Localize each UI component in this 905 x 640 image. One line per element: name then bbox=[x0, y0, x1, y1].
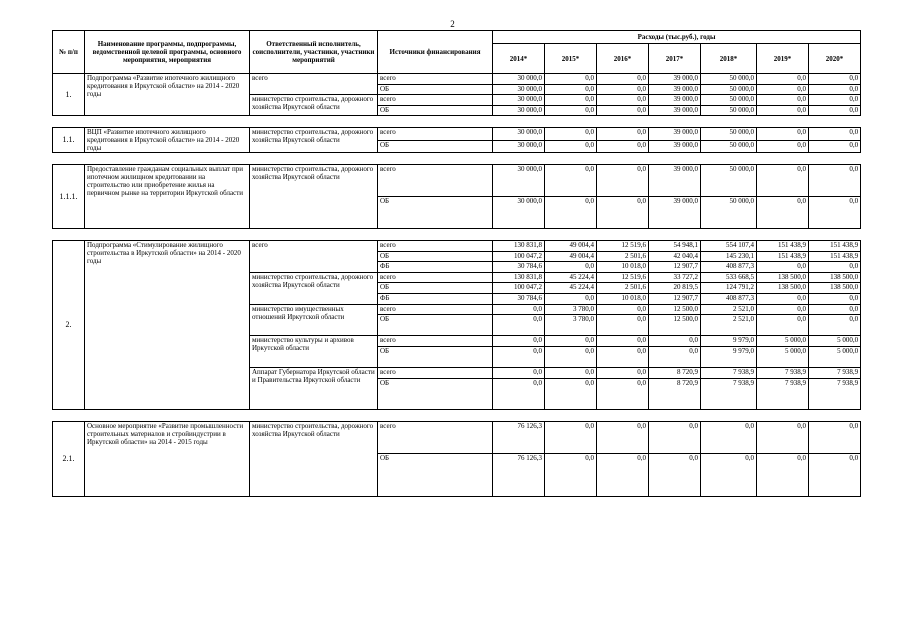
value-cell: 0,0 bbox=[757, 293, 809, 304]
program-name: Предоставление гражданам социальных выплат при ипотечном жилищном кредитовании на строительство или приобретение жилья на первичном рынке на территории Иркутской области bbox=[85, 165, 250, 229]
value-cell: 0,0 bbox=[597, 95, 649, 106]
value-cell: 408 877,3 bbox=[701, 293, 757, 304]
value-cell: 0,0 bbox=[545, 95, 597, 106]
value-cell: 0,0 bbox=[493, 336, 545, 347]
value-cell: 0,0 bbox=[545, 422, 597, 454]
value-cell: 0,0 bbox=[649, 422, 701, 454]
value-cell: 0,0 bbox=[809, 262, 861, 273]
source-cell: ФБ bbox=[378, 262, 493, 273]
source-cell: ОБ bbox=[378, 378, 493, 410]
value-cell: 12 500,0 bbox=[649, 315, 701, 336]
value-cell: 0,0 bbox=[649, 454, 701, 496]
value-cell: 45 224,4 bbox=[545, 272, 597, 283]
value-cell: 7 938,9 bbox=[701, 368, 757, 379]
value-cell: 138 500,0 bbox=[757, 283, 809, 294]
value-cell: 7 938,9 bbox=[757, 378, 809, 410]
value-cell: 0,0 bbox=[545, 74, 597, 85]
value-cell: 554 107,4 bbox=[701, 240, 757, 251]
source-cell: всего bbox=[378, 272, 493, 283]
value-cell: 0,0 bbox=[809, 95, 861, 106]
value-cell: 0,0 bbox=[545, 293, 597, 304]
row-number: 1.1. bbox=[53, 128, 85, 153]
value-cell: 0,0 bbox=[809, 454, 861, 496]
source-cell: ОБ bbox=[378, 346, 493, 367]
value-cell: 2 521,0 bbox=[701, 315, 757, 336]
source-cell: ОБ bbox=[378, 197, 493, 229]
value-cell: 0,0 bbox=[649, 346, 701, 367]
source-cell: всего bbox=[378, 304, 493, 315]
value-cell: 2 501,6 bbox=[597, 251, 649, 262]
value-cell: 30 000,0 bbox=[493, 197, 545, 229]
table-row bbox=[53, 128, 861, 141]
row-number: 1. bbox=[53, 74, 85, 116]
value-cell: 145 230,1 bbox=[701, 251, 757, 262]
value-cell: 0,0 bbox=[545, 84, 597, 95]
program-name: Основное мероприятие «Развитие промышленности строительных материалов и стройиндустрии в Иркутской области» на 2014 - 2015 годы bbox=[85, 422, 250, 496]
value-cell: 0,0 bbox=[809, 293, 861, 304]
value-cell: 0,0 bbox=[493, 368, 545, 379]
program-name: Подпрограмма «Развитие ипотечного жилищного кредитования в Иркутской области» на 2014 - 2020 годы bbox=[85, 74, 250, 116]
value-cell: 30 000,0 bbox=[493, 128, 545, 141]
value-cell: 0,0 bbox=[757, 454, 809, 496]
program-name: ВЦП «Развитие ипотечного жилищного кредитования в Иркутской области» на 2014 - 2020 годы bbox=[85, 128, 250, 153]
value-cell: 0,0 bbox=[809, 84, 861, 95]
header-year: 2015* bbox=[545, 44, 597, 74]
executor-cell: Аппарат Губернатора Иркутской области и Правительства Иркутской области bbox=[250, 368, 378, 410]
value-cell: 8 720,9 bbox=[649, 378, 701, 410]
value-cell: 0,0 bbox=[757, 422, 809, 454]
value-cell: 0,0 bbox=[493, 315, 545, 336]
source-cell: всего bbox=[378, 128, 493, 141]
source-cell: ОБ bbox=[378, 105, 493, 116]
header-year: 2016* bbox=[597, 44, 649, 74]
source-cell: всего bbox=[378, 368, 493, 379]
value-cell: 50 000,0 bbox=[701, 197, 757, 229]
value-cell: 0,0 bbox=[809, 197, 861, 229]
value-cell: 0,0 bbox=[597, 128, 649, 141]
source-cell: всего bbox=[378, 165, 493, 197]
value-cell: 0,0 bbox=[757, 304, 809, 315]
value-cell: 151 438,9 bbox=[809, 240, 861, 251]
header-expenses: Расходы (тыс.руб.), годы bbox=[493, 31, 861, 44]
value-cell: 30 784,6 bbox=[493, 293, 545, 304]
value-cell: 0,0 bbox=[493, 304, 545, 315]
value-cell: 0,0 bbox=[757, 315, 809, 336]
value-cell: 50 000,0 bbox=[701, 74, 757, 85]
value-cell: 0,0 bbox=[597, 422, 649, 454]
source-cell: ФБ bbox=[378, 293, 493, 304]
value-cell: 0,0 bbox=[545, 378, 597, 410]
header-year: 2017* bbox=[649, 44, 701, 74]
value-cell: 30 784,6 bbox=[493, 262, 545, 273]
value-cell: 0,0 bbox=[597, 304, 649, 315]
header-name: Наименование программы, подпрограммы, ведомственной целевой программы, основного мероприятия, мероприятия bbox=[85, 31, 250, 74]
value-cell: 100 047,2 bbox=[493, 251, 545, 262]
row-number: 2. bbox=[53, 240, 85, 410]
value-cell: 45 224,4 bbox=[545, 283, 597, 294]
value-cell: 151 438,9 bbox=[757, 240, 809, 251]
value-cell: 30 000,0 bbox=[493, 105, 545, 116]
value-cell: 0,0 bbox=[809, 165, 861, 197]
value-cell: 0,0 bbox=[757, 84, 809, 95]
source-cell: ОБ bbox=[378, 140, 493, 153]
value-cell: 138 500,0 bbox=[809, 272, 861, 283]
value-cell: 30 000,0 bbox=[493, 74, 545, 85]
source-cell: ОБ bbox=[378, 283, 493, 294]
value-cell: 54 948,1 bbox=[649, 240, 701, 251]
value-cell: 0,0 bbox=[545, 165, 597, 197]
executor-cell: министерство строительства, дорожного хозяйства Иркутской области bbox=[250, 165, 378, 229]
value-cell: 0,0 bbox=[493, 378, 545, 410]
value-cell: 30 000,0 bbox=[493, 95, 545, 106]
header-no: № п/п bbox=[53, 31, 85, 74]
value-cell: 0,0 bbox=[809, 422, 861, 454]
value-cell: 50 000,0 bbox=[701, 128, 757, 141]
value-cell: 49 004,4 bbox=[545, 251, 597, 262]
value-cell: 0,0 bbox=[809, 105, 861, 116]
executor-cell: министерство имущественных отношений Иркутской области bbox=[250, 304, 378, 336]
value-cell: 0,0 bbox=[597, 197, 649, 229]
value-cell: 50 000,0 bbox=[701, 140, 757, 153]
value-cell: 0,0 bbox=[809, 315, 861, 336]
value-cell: 0,0 bbox=[597, 165, 649, 197]
value-cell: 124 791,2 bbox=[701, 283, 757, 294]
header-year: 2019* bbox=[757, 44, 809, 74]
value-cell: 12 519,6 bbox=[597, 272, 649, 283]
value-cell: 0,0 bbox=[701, 422, 757, 454]
header-year: 2018* bbox=[701, 44, 757, 74]
header-year: 2014* bbox=[493, 44, 545, 74]
value-cell: 130 831,8 bbox=[493, 240, 545, 251]
source-cell: ОБ bbox=[378, 454, 493, 496]
row-number: 2.1. bbox=[53, 422, 85, 496]
value-cell: 0,0 bbox=[545, 368, 597, 379]
value-cell: 0,0 bbox=[757, 95, 809, 106]
executor-cell: министерство строительства, дорожного хозяйства Иркутской области bbox=[250, 422, 378, 496]
source-cell: ОБ bbox=[378, 84, 493, 95]
source-cell: всего bbox=[378, 336, 493, 347]
value-cell: 0,0 bbox=[597, 140, 649, 153]
value-cell: 7 938,9 bbox=[757, 368, 809, 379]
value-cell: 8 720,9 bbox=[649, 368, 701, 379]
value-cell: 0,0 bbox=[597, 74, 649, 85]
value-cell: 0,0 bbox=[545, 140, 597, 153]
value-cell: 10 018,0 bbox=[597, 293, 649, 304]
table-row bbox=[53, 74, 861, 85]
value-cell: 30 000,0 bbox=[493, 165, 545, 197]
value-cell: 7 938,9 bbox=[809, 378, 861, 410]
value-cell: 76 126,3 bbox=[493, 454, 545, 496]
value-cell: 0,0 bbox=[597, 378, 649, 410]
value-cell: 0,0 bbox=[757, 105, 809, 116]
table-row bbox=[53, 240, 861, 251]
executor-cell: всего bbox=[250, 74, 378, 95]
value-cell: 20 819,5 bbox=[649, 283, 701, 294]
value-cell: 0,0 bbox=[809, 304, 861, 315]
row-number: 1.1.1. bbox=[53, 165, 85, 229]
value-cell: 5 000,0 bbox=[757, 336, 809, 347]
value-cell: 9 979,0 bbox=[701, 346, 757, 367]
value-cell: 0,0 bbox=[757, 74, 809, 85]
value-cell: 39 000,0 bbox=[649, 128, 701, 141]
value-cell: 0,0 bbox=[809, 128, 861, 141]
executor-cell: министерство строительства, дорожного хозяйства Иркутской области bbox=[250, 272, 378, 304]
value-cell: 9 979,0 bbox=[701, 336, 757, 347]
source-cell: всего bbox=[378, 74, 493, 85]
source-cell: всего bbox=[378, 422, 493, 454]
source-cell: всего bbox=[378, 95, 493, 106]
value-cell: 130 831,8 bbox=[493, 272, 545, 283]
header-year: 2020* bbox=[809, 44, 861, 74]
value-cell: 0,0 bbox=[545, 336, 597, 347]
value-cell: 39 000,0 bbox=[649, 84, 701, 95]
source-cell: всего bbox=[378, 240, 493, 251]
value-cell: 12 519,6 bbox=[597, 240, 649, 251]
value-cell: 2 521,0 bbox=[701, 304, 757, 315]
value-cell: 0,0 bbox=[597, 315, 649, 336]
value-cell: 50 000,0 bbox=[701, 95, 757, 106]
value-cell: 12 500,0 bbox=[649, 304, 701, 315]
header-source: Источники финансирования bbox=[378, 31, 493, 74]
value-cell: 100 047,2 bbox=[493, 283, 545, 294]
value-cell: 0,0 bbox=[493, 346, 545, 367]
value-cell: 3 780,0 bbox=[545, 315, 597, 336]
page-number: 2 bbox=[450, 19, 455, 29]
value-cell: 3 780,0 bbox=[545, 304, 597, 315]
value-cell: 42 040,4 bbox=[649, 251, 701, 262]
value-cell: 76 126,3 bbox=[493, 422, 545, 454]
value-cell: 7 938,9 bbox=[809, 368, 861, 379]
value-cell: 533 668,5 bbox=[701, 272, 757, 283]
value-cell: 0,0 bbox=[701, 454, 757, 496]
executor-cell: всего bbox=[250, 240, 378, 272]
value-cell: 39 000,0 bbox=[649, 74, 701, 85]
value-cell: 0,0 bbox=[757, 165, 809, 197]
value-cell: 0,0 bbox=[545, 105, 597, 116]
value-cell: 0,0 bbox=[757, 262, 809, 273]
value-cell: 408 877,3 bbox=[701, 262, 757, 273]
value-cell: 0,0 bbox=[597, 105, 649, 116]
executor-cell: министерство строительства, дорожного хозяйства Иркутской области bbox=[250, 128, 378, 153]
value-cell: 39 000,0 bbox=[649, 95, 701, 106]
table-row bbox=[53, 422, 861, 454]
value-cell: 0,0 bbox=[597, 454, 649, 496]
value-cell: 0,0 bbox=[545, 197, 597, 229]
value-cell: 50 000,0 bbox=[701, 105, 757, 116]
value-cell: 30 000,0 bbox=[493, 84, 545, 95]
executor-cell: министерство строительства, дорожного хозяйства Иркутской области bbox=[250, 95, 378, 116]
value-cell: 39 000,0 bbox=[649, 165, 701, 197]
value-cell: 39 000,0 bbox=[649, 105, 701, 116]
value-cell: 0,0 bbox=[757, 197, 809, 229]
value-cell: 12 907,7 bbox=[649, 262, 701, 273]
value-cell: 39 000,0 bbox=[649, 197, 701, 229]
value-cell: 0,0 bbox=[757, 140, 809, 153]
program-name: Подпрограмма «Стимулирование жилищного строительства в Иркутской области» на 2014 - 2020 годы bbox=[85, 240, 250, 410]
value-cell: 2 501,6 bbox=[597, 283, 649, 294]
table-row bbox=[53, 165, 861, 197]
value-cell: 0,0 bbox=[809, 74, 861, 85]
value-cell: 39 000,0 bbox=[649, 140, 701, 153]
value-cell: 0,0 bbox=[545, 454, 597, 496]
value-cell: 10 018,0 bbox=[597, 262, 649, 273]
value-cell: 12 907,7 bbox=[649, 293, 701, 304]
value-cell: 0,0 bbox=[545, 128, 597, 141]
value-cell: 138 500,0 bbox=[809, 283, 861, 294]
value-cell: 0,0 bbox=[597, 84, 649, 95]
value-cell: 5 000,0 bbox=[809, 336, 861, 347]
value-cell: 0,0 bbox=[545, 346, 597, 367]
value-cell: 33 727,2 bbox=[649, 272, 701, 283]
value-cell: 0,0 bbox=[597, 346, 649, 367]
value-cell: 0,0 bbox=[545, 262, 597, 273]
executor-cell: министерство культуры и архивов Иркутской области bbox=[250, 336, 378, 368]
value-cell: 0,0 bbox=[809, 140, 861, 153]
value-cell: 138 500,0 bbox=[757, 272, 809, 283]
value-cell: 0,0 bbox=[597, 336, 649, 347]
value-cell: 5 000,0 bbox=[809, 346, 861, 367]
source-cell: ОБ bbox=[378, 251, 493, 262]
value-cell: 50 000,0 bbox=[701, 165, 757, 197]
value-cell: 5 000,0 bbox=[757, 346, 809, 367]
expenses-table bbox=[52, 30, 861, 497]
value-cell: 0,0 bbox=[649, 336, 701, 347]
value-cell: 151 438,9 bbox=[809, 251, 861, 262]
value-cell: 50 000,0 bbox=[701, 84, 757, 95]
value-cell: 49 004,4 bbox=[545, 240, 597, 251]
value-cell: 0,0 bbox=[597, 368, 649, 379]
value-cell: 151 438,9 bbox=[757, 251, 809, 262]
value-cell: 30 000,0 bbox=[493, 140, 545, 153]
header-executor: Ответственный исполнитель, соисполнители, участники, участники мероприятий bbox=[250, 31, 378, 74]
value-cell: 0,0 bbox=[757, 128, 809, 141]
source-cell: ОБ bbox=[378, 315, 493, 336]
value-cell: 7 938,9 bbox=[701, 378, 757, 410]
